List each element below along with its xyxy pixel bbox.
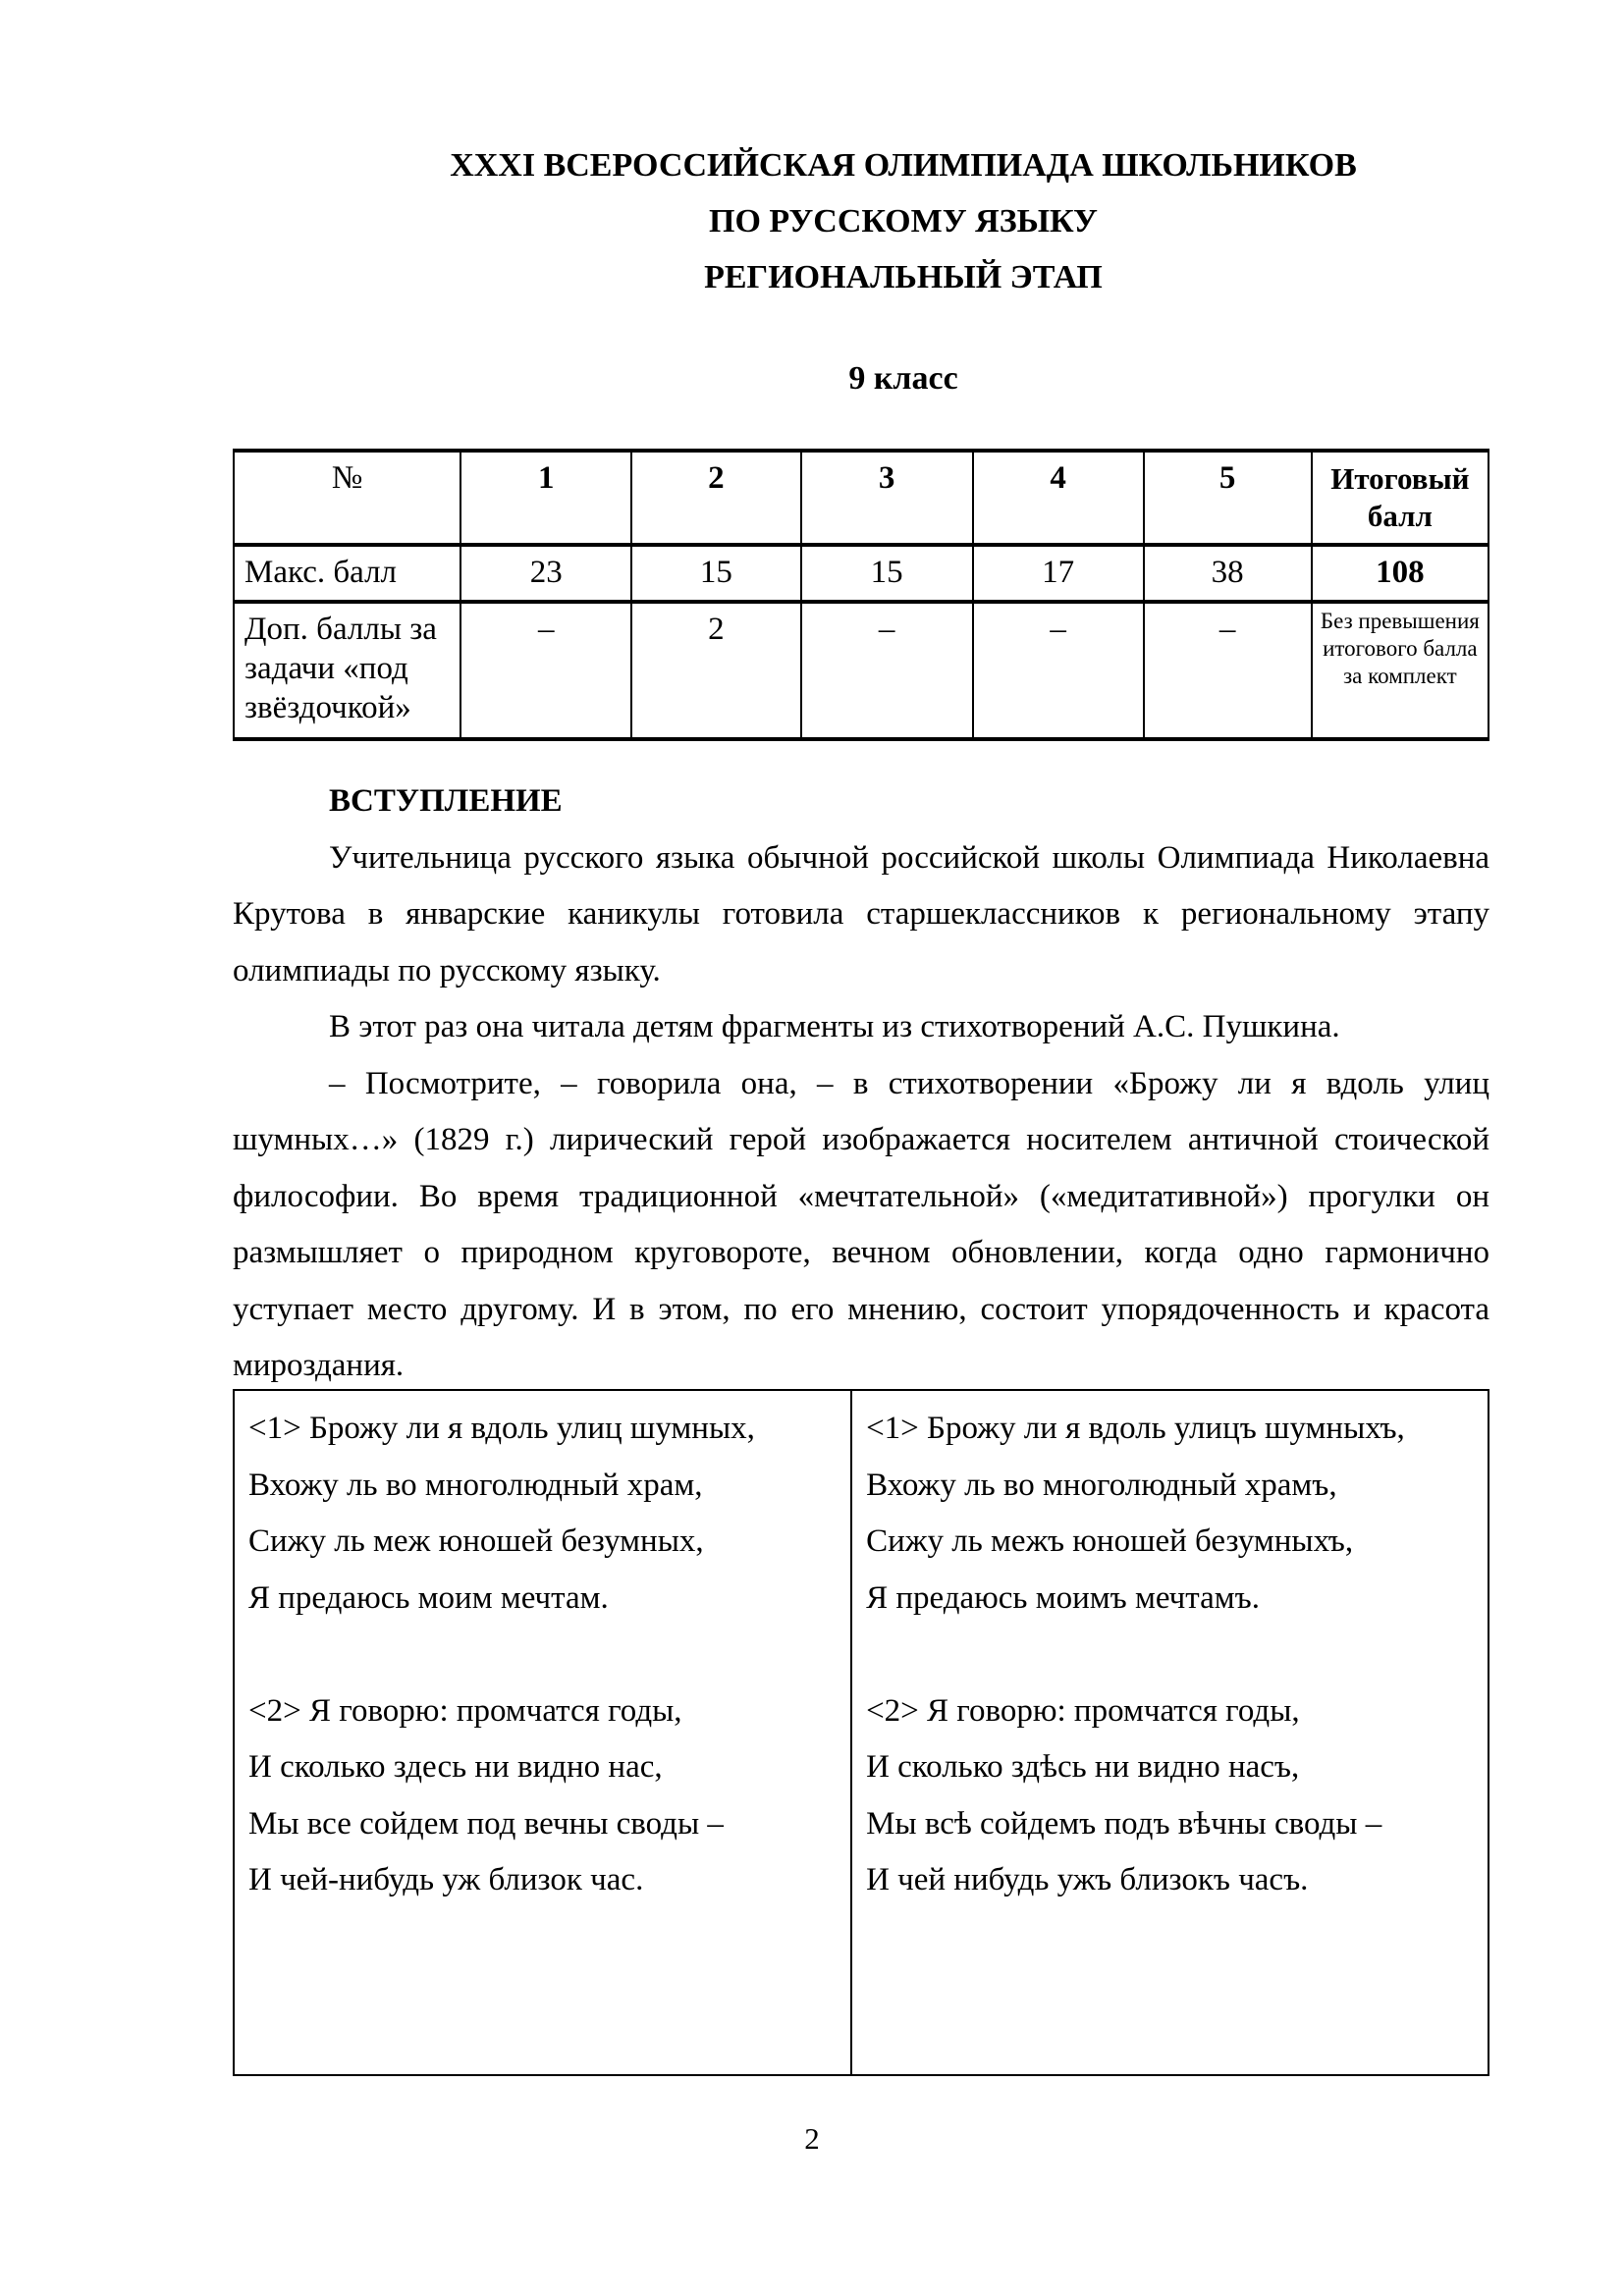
poem-line: <1> Брожу ли я вдоль улицъ шумныхъ, [866,1411,1405,1446]
poem-line: Мы все сойдем под вечны своды – [248,1805,724,1842]
poem-line: <2> Я говорю: промчатся годы, [866,1692,1300,1729]
max-score-2: 15 [631,545,801,602]
poem-line: И сколько здесь ни видно нас, [248,1749,663,1785]
header-task-1: 1 [460,451,631,545]
title-line-2: ПО РУССКОМУ ЯЗЫКУ [709,203,1098,240]
poem-line: Я предаюсь моим мечтам. [248,1579,609,1616]
bonus-score-5: – [1144,602,1312,739]
max-score-4: 17 [973,545,1144,602]
poem-line: И чей нибудь ужъ близокъ часъ. [866,1862,1309,1897]
header-task-3: 3 [801,451,973,545]
title-line-1: XXXI ВСЕРОССИЙСКАЯ ОЛИМПИАДА ШКОЛЬНИКОВ [450,147,1357,184]
score-table-header-row [234,451,1489,545]
max-score-3: 15 [801,545,973,602]
bonus-score-row [234,602,1489,739]
max-score-5: 38 [1144,545,1312,602]
poem-line: Вхожу ль во многолюдный храмъ, [866,1467,1337,1503]
page-number: 2 [804,2121,820,2156]
poem-blank-line [866,1627,1472,1683]
introduction-heading: ВСТУПЛЕНИЕ [329,783,563,819]
max-score-label: Макс. балл [234,545,460,602]
max-score-row [234,545,1489,602]
header-task-5: 5 [1144,451,1312,545]
header-task-2: 2 [631,451,801,545]
title-grade: 9 класс [848,360,958,397]
poem-comparison-table [233,1389,1489,2076]
header-number-cell: № [234,451,460,545]
poem-line: И сколько здѣсь ни видно насъ, [866,1749,1300,1785]
header-total: Итоговый балл [1312,451,1489,545]
intro-paragraph-3: – Посмотрите, – говорила она, – в стихотворении «Брожу ли я вдоль улиц шумных…» (1829 г.) лирический герой изображается носителем античной стоической философии. Во время традиционной «мечтательной» («медитативной») прогулки он размышляет о природном круговороте, вечном обновлении, когда одно гармонично уступает место другому. И в этом, по его мнению, состоит упорядоченность и красота мироздания. [233,1065,1489,1383]
introduction-section [233,774,1489,1395]
bonus-score-label: Доп. баллы за задачи «под звёздочкой» [234,602,460,739]
max-score-1: 23 [460,545,631,602]
poem-line: Сижу ль меж юношей безумных, [248,1523,704,1559]
bonus-score-2: 2 [631,602,801,739]
bonus-score-note: Без превышения итогового балла за комплект [1312,602,1489,739]
poem-line: Я предаюсь моимъ мечтамъ. [866,1579,1260,1616]
header-task-4: 4 [973,451,1144,545]
poem-line: <1> Брожу ли я вдоль улиц шумных, [248,1411,755,1446]
bonus-score-4: – [973,602,1144,739]
poem-line: Мы всѣ сойдемъ подъ вѣчны своды – [866,1805,1382,1842]
bonus-score-3: – [801,602,973,739]
poem-line: <2> Я говорю: промчатся годы, [248,1692,682,1729]
score-table [233,449,1489,741]
intro-paragraph-1: Учительница русского языка обычной российской школы Олимпиада Николаевна Крутова в январские каникулы готовила старшеклассников к региональному этапу олимпиады по русскому языку. [233,839,1489,988]
intro-paragraph-2: В этот раз она читала детям фрагменты из стихотворений А.С. Пушкина. [329,1009,1340,1044]
poem-cell-old-orthography [852,1391,1488,2074]
max-score-total: 108 [1312,545,1489,602]
poem-line: И чей-нибудь уж близок час. [248,1862,644,1897]
poem-cell-modern-orthography [235,1391,852,2074]
poem-blank-line [248,1627,835,1683]
poem-line: Сижу ль межъ юношей безумныхъ, [866,1523,1354,1559]
bonus-score-1: – [460,602,631,739]
poem-line: Вхожу ль во многолюдный храм, [248,1467,703,1503]
title-line-3: РЕГИОНАЛЬНЫЙ ЭТАП [704,259,1103,295]
document-title [233,137,1489,406]
